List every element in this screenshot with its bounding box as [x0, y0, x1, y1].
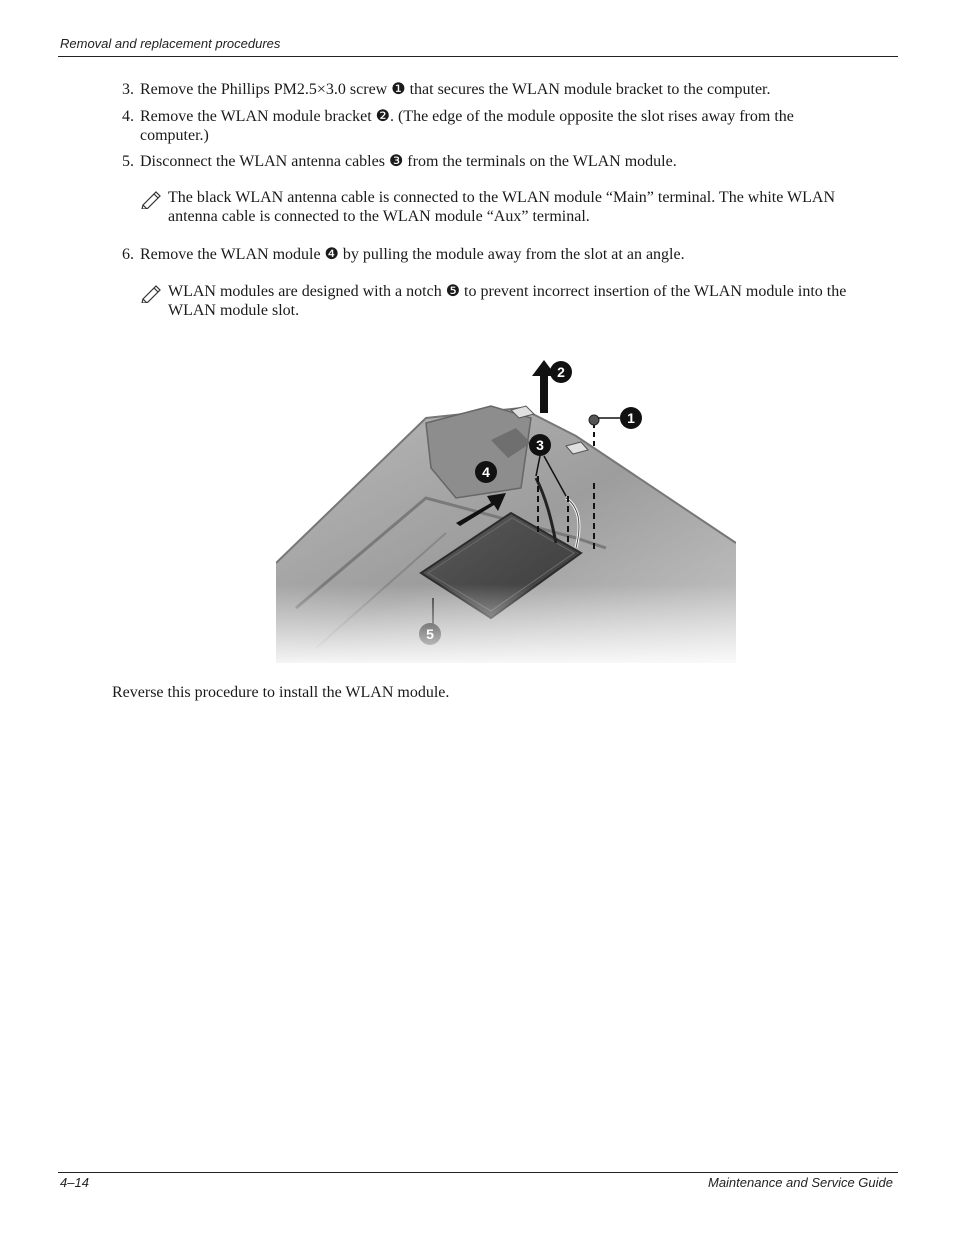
step-number: 6. [122, 246, 134, 263]
step-5 [122, 152, 822, 171]
step-number: 4. [122, 108, 134, 125]
step-4 [122, 107, 822, 145]
step-6 [122, 245, 822, 264]
step-text: Remove the WLAN module ❹ by pulling the module away from the slot at an angle. [140, 246, 685, 263]
wlan-module-removal-illustration [276, 348, 736, 663]
note-notch [140, 282, 885, 320]
step-text: Remove the WLAN module bracket ❷. (The edge of the module opposite the slot rises away from the computer.) [140, 108, 794, 144]
pencil-note-icon [140, 189, 164, 209]
closing-instruction: Reverse this procedure to install the WLAN module. [112, 684, 450, 701]
running-header: Removal and replacement procedures [60, 36, 281, 51]
step-text: Remove the Phillips PM2.5×3.0 screw ❶ that secures the WLAN module bracket to the computer. [140, 81, 771, 98]
step-number: 3. [122, 81, 134, 98]
step-text: Disconnect the WLAN antenna cables ❸ from the terminals on the WLAN module. [140, 153, 677, 170]
guide-title: Maintenance and Service Guide [707, 1175, 893, 1190]
note-text: WLAN modules are designed with a notch ❺ to prevent incorrect insertion of the WLAN module into the WLAN module slot. [168, 283, 847, 319]
note-antenna-cables [140, 188, 885, 226]
page-number: 4–14 [60, 1175, 89, 1190]
header-rule [58, 56, 898, 57]
step-number: 5. [122, 153, 134, 170]
note-text: The black WLAN antenna cable is connected to the WLAN module “Main” terminal. The white WLAN antenna cable is connected to the WLAN module “Aux” terminal. [168, 189, 836, 225]
pencil-note-icon [140, 283, 164, 303]
footer-rule [58, 1172, 898, 1173]
step-3 [122, 80, 822, 99]
